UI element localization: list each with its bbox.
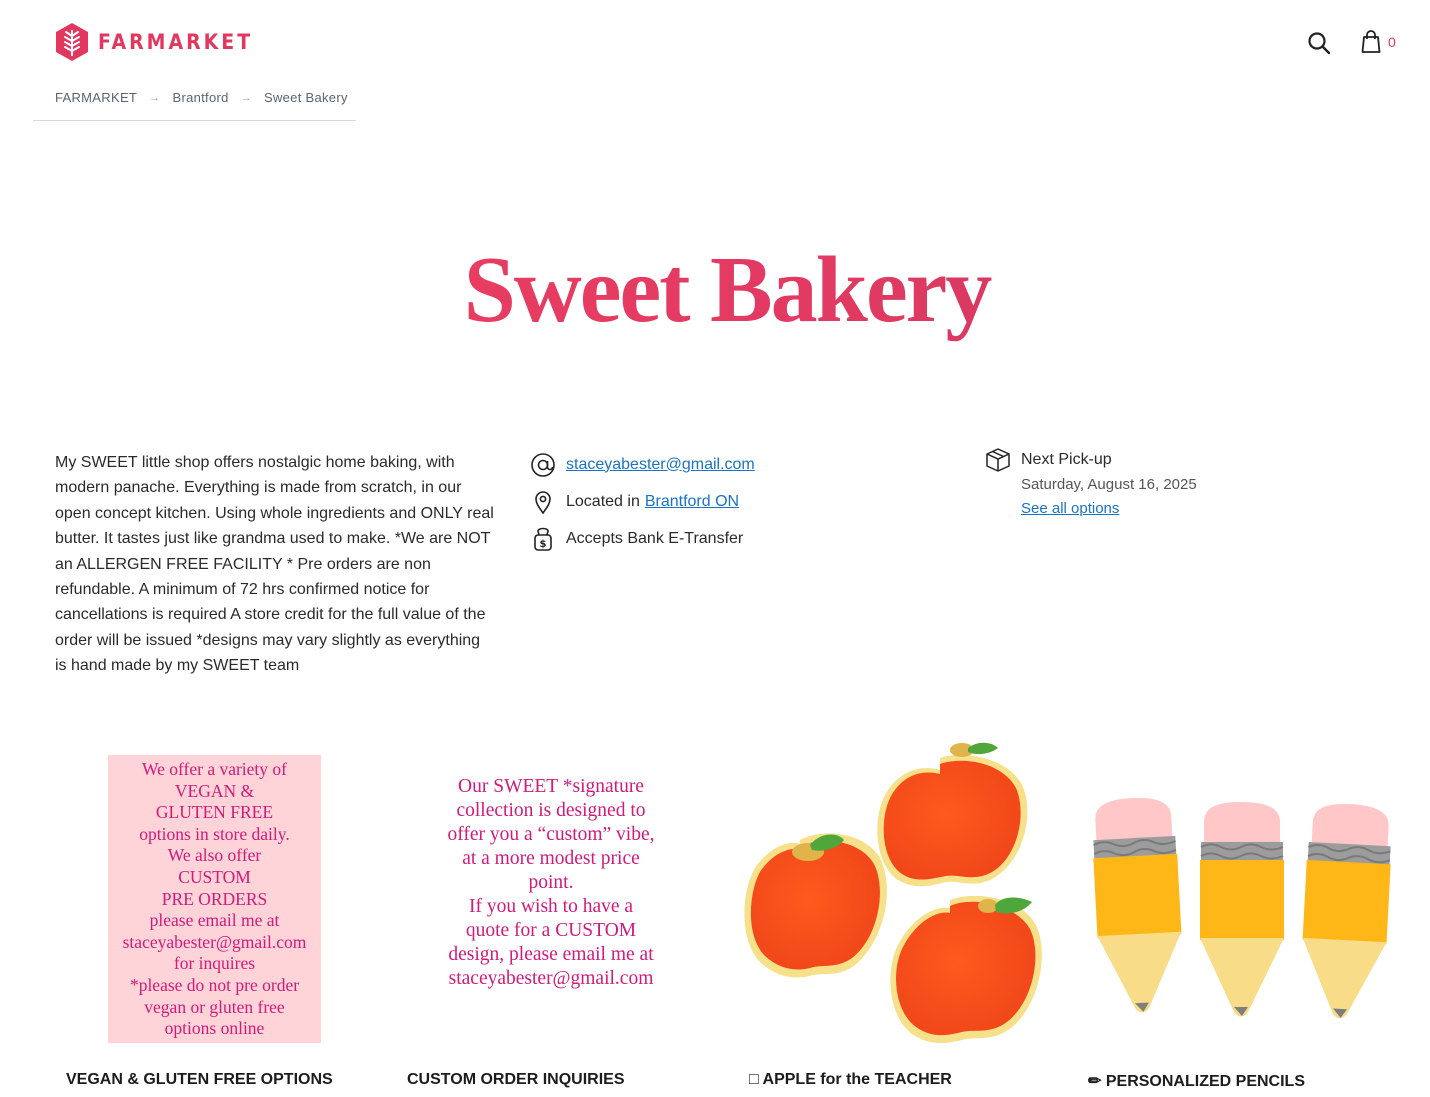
poster-line: *please do not pre order [129, 974, 300, 995]
location-link[interactable]: Brantford ON [644, 492, 740, 510]
poster-line: please email me at [149, 910, 280, 931]
poster-line: point. [528, 872, 574, 893]
poster-line: Our SWEET *signature [458, 776, 644, 797]
map-pin-icon [530, 489, 556, 515]
pickup-details [1021, 447, 1281, 521]
payment-method: Accepts Bank E-Transfer [566, 529, 744, 547]
poster-line: offer you a “custom” vibe, [447, 824, 655, 845]
poster-line: for inquires [173, 953, 256, 974]
shop-description: My SWEET little shop offers nostalgic home baking, with modern panache. Everything is made from scratch, in our open concept kitchen. Using whole ingredients and ONLY real butter. It tastes just like grandma used to make. *We are NOT an ALLERGEN FREE FACILITY * Pre orders are non refundable. A minimum of 72 hrs confirmed notice for cancellations is required A store credit for the full value of the order will be issued *designs may vary slightly as everything is hand made by my SWEET team [55, 454, 494, 675]
apple-cookies-image [740, 740, 1060, 1050]
pencil-cookies-image [1080, 740, 1400, 1050]
poster-line: We offer a variety of [142, 759, 287, 779]
farmarket-logo[interactable] [54, 22, 253, 62]
see-all-options-link[interactable]: See all options [1021, 500, 1120, 517]
product-image[interactable] [740, 740, 1060, 1050]
poster-line: We also offer [167, 845, 262, 866]
custom-order-poster [391, 775, 711, 991]
wheat-hexagon-icon [54, 22, 90, 62]
search-button[interactable] [1306, 30, 1332, 56]
poster-line: at a more modest price [462, 848, 640, 869]
svg-text:$: $ [539, 538, 547, 550]
product-name[interactable]: VEGAN & GLUTEN FREE OPTIONS [66, 1071, 333, 1088]
email-row [530, 446, 930, 483]
product-image[interactable] [56, 740, 376, 1050]
poster-line: options in store daily. [139, 823, 290, 844]
at-sign-icon [530, 452, 556, 478]
money-bag-icon [530, 526, 556, 552]
poster-line: options online [164, 1018, 265, 1039]
location-prefix: Located in [566, 492, 640, 510]
product-name[interactable]: □ APPLE for the TEACHER [749, 1071, 952, 1088]
email-link[interactable]: staceyabester@gmail.com [566, 455, 755, 473]
location-row [530, 483, 930, 520]
shopping-bag-icon [1360, 29, 1382, 55]
breadcrumb-item-brantford[interactable]: Brantford [172, 90, 229, 105]
cart-count-badge: 0 [1388, 34, 1396, 50]
brand-name: FARMARKET [98, 30, 254, 54]
poster-line: collection is designed to [456, 800, 646, 821]
cart-button[interactable] [1360, 29, 1396, 55]
poster-line: design, please email me at [448, 944, 654, 965]
poster-line: GLUTEN FREE [155, 802, 274, 823]
page-title: Sweet Bakery [0, 236, 1430, 344]
payment-row [530, 520, 930, 557]
poster-line: If you wish to have a [468, 896, 634, 917]
breadcrumb-item-farmarket[interactable]: FARMARKET [55, 90, 138, 105]
poster-line: PRE ORDERS [161, 888, 268, 909]
search-icon [1306, 30, 1332, 56]
product-image[interactable] [391, 740, 711, 1050]
product-image[interactable] [1080, 740, 1400, 1050]
pickup-date: Saturday, August 16, 2025 [1021, 476, 1197, 493]
breadcrumb-separator: → [240, 92, 252, 104]
product-name[interactable]: ✏ PERSONALIZED PENCILS [1088, 1073, 1305, 1090]
contact-info [530, 446, 930, 557]
breadcrumb-separator: → [149, 92, 161, 104]
poster-line: quote for a CUSTOM [465, 920, 637, 941]
vegan-info-poster [108, 755, 321, 1043]
poster-line: VEGAN & [174, 780, 255, 801]
poster-line: vegan or gluten free [144, 996, 285, 1017]
package-icon [985, 447, 1011, 473]
pickup-heading: Next Pick-up [1021, 451, 1112, 468]
product-name[interactable]: CUSTOM ORDER INQUIRIES [407, 1071, 625, 1088]
breadcrumb [33, 90, 356, 121]
poster-line: staceyabester@gmail.com [122, 931, 307, 952]
poster-line: staceyabester@gmail.com [448, 968, 654, 989]
site-header [0, 0, 1430, 86]
breadcrumb-item-sweet-bakery[interactable]: Sweet Bakery [263, 90, 348, 105]
poster-line: CUSTOM [178, 866, 251, 887]
